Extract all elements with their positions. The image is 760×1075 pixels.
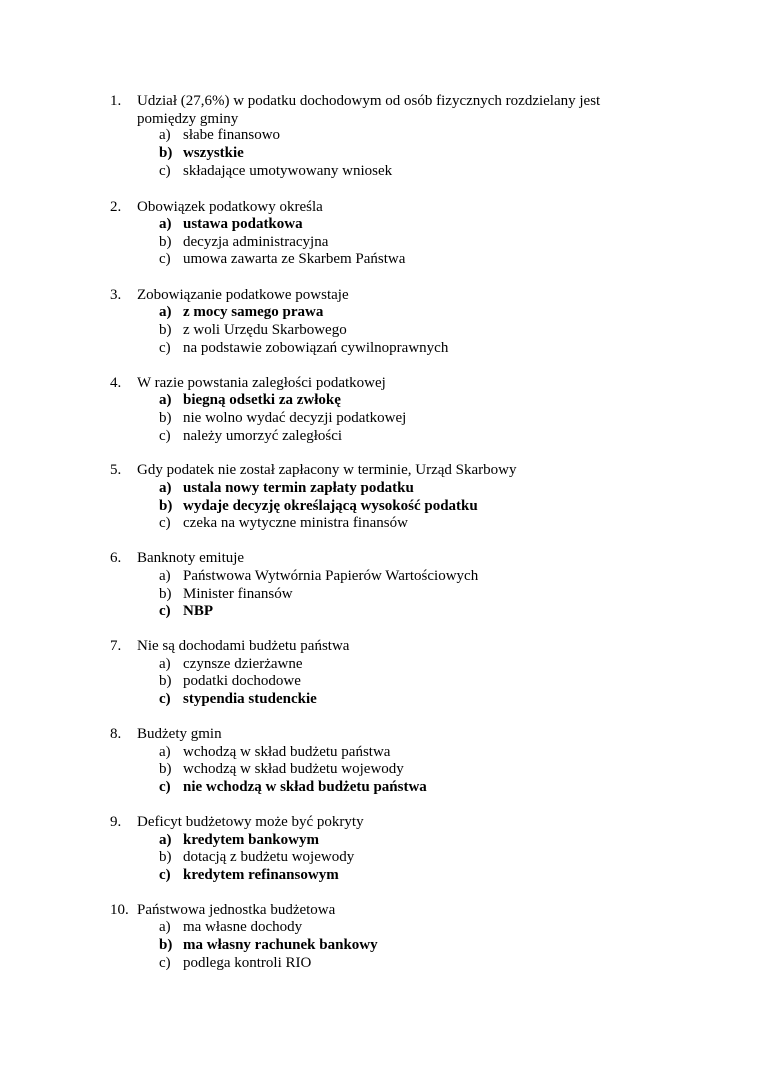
answer-letter: c) xyxy=(159,515,171,531)
answer-text: wszystkie xyxy=(183,145,244,161)
answer-letter: b) xyxy=(159,410,172,426)
answer-letter: c) xyxy=(159,955,171,971)
question-text: Państwowa jednostka budżetowa xyxy=(137,902,336,918)
answer-text: NBP xyxy=(183,603,213,619)
answer-letter: a) xyxy=(159,304,172,320)
answer-letter: b) xyxy=(159,937,173,953)
answer-letter: c) xyxy=(159,251,171,267)
question-text: Budżety gmin xyxy=(137,726,222,742)
answer-letter: c) xyxy=(159,867,171,883)
answer-letter: b) xyxy=(159,498,173,514)
answer-text: słabe finansowo xyxy=(183,127,281,143)
answer-text: czynsze dzierżawne xyxy=(183,656,303,672)
answer-text: składające umotywowany wniosek xyxy=(183,163,393,179)
question-number: 2. xyxy=(110,199,122,215)
answer-text: Państwowa Wytwórnia Papierów Wartościowych xyxy=(183,568,479,584)
answer-text: biegną odsetki za zwłokę xyxy=(183,392,341,408)
answer-letter: b) xyxy=(159,849,172,865)
question-number: 1. xyxy=(110,93,122,109)
answer-letter: a) xyxy=(159,216,172,232)
answer-text: kredytem bankowym xyxy=(183,832,319,848)
answer-text: stypendia studenckie xyxy=(183,691,317,707)
answer-letter: a) xyxy=(159,127,171,143)
answer-letter: c) xyxy=(159,340,171,356)
question-number: 3. xyxy=(110,287,122,303)
answer-text: nie wolno wydać decyzji podatkowej xyxy=(183,410,407,426)
answer-text: wchodzą w skład budżetu państwa xyxy=(183,744,391,760)
answer-letter: b) xyxy=(159,145,173,161)
answer-text: nie wchodzą w skład budżetu państwa xyxy=(183,779,427,795)
question-text: Nie są dochodami budżetu państwa xyxy=(137,638,350,654)
answer-letter: b) xyxy=(159,761,172,777)
question-text: W razie powstania zaległości podatkowej xyxy=(137,375,386,391)
answer-letter: c) xyxy=(159,691,171,707)
answer-letter: c) xyxy=(159,779,171,795)
question-number: 9. xyxy=(110,814,122,830)
question-text: Udział (27,6%) w podatku dochodowym od osób fizycznych rozdzielany jest pomiędzy gminy xyxy=(137,93,601,127)
answer-text: ustala nowy termin zapłaty podatku xyxy=(183,480,414,496)
answer-letter: a) xyxy=(159,919,171,935)
answer-text: dotacją z budżetu wojewody xyxy=(183,849,355,865)
answer-letter: b) xyxy=(159,234,172,250)
answer-letter: a) xyxy=(159,656,171,672)
answer-text: ma własne dochody xyxy=(183,919,303,935)
answer-letter: a) xyxy=(159,480,172,496)
answer-text: decyzja administracyjna xyxy=(183,234,329,250)
answer-letter: c) xyxy=(159,163,171,179)
question-text: Zobowiązanie podatkowe powstaje xyxy=(137,287,349,303)
answer-text: Minister finansów xyxy=(183,586,293,602)
question-number: 7. xyxy=(110,638,122,654)
answer-text: z woli Urzędu Skarbowego xyxy=(183,322,347,338)
answer-text: czeka na wytyczne ministra finansów xyxy=(183,515,408,531)
answer-letter: b) xyxy=(159,322,172,338)
answer-text: podlega kontroli RIO xyxy=(183,955,312,971)
answer-letter: b) xyxy=(159,673,172,689)
answer-text: należy umorzyć zaległości xyxy=(183,428,343,444)
question-text: Deficyt budżetowy może być pokryty xyxy=(137,814,364,830)
answer-letter: a) xyxy=(159,392,172,408)
answer-letter: a) xyxy=(159,744,171,760)
answer-letter: a) xyxy=(159,832,172,848)
question-number: 5. xyxy=(110,462,122,478)
answer-text: na podstawie zobowiązań cywilnoprawnych xyxy=(183,340,449,356)
answer-letter: b) xyxy=(159,586,172,602)
answer-letter: c) xyxy=(159,603,171,619)
answer-text: ma własny rachunek bankowy xyxy=(183,937,378,953)
answer-text: kredytem refinansowym xyxy=(183,867,339,883)
answer-text: wchodzą w skład budżetu wojewody xyxy=(183,761,404,777)
question-number: 6. xyxy=(110,550,122,566)
question-number: 10. xyxy=(110,902,129,918)
question-text: Banknoty emituje xyxy=(137,550,245,566)
question-text: Gdy podatek nie został zapłacony w terminie, Urząd Skarbowy xyxy=(137,462,517,478)
answer-text: podatki dochodowe xyxy=(183,673,301,689)
question-text: Obowiązek podatkowy określa xyxy=(137,199,323,215)
question-number: 8. xyxy=(110,726,122,742)
question-number: 4. xyxy=(110,375,122,391)
answer-text: ustawa podatkowa xyxy=(183,216,303,232)
answer-text: wydaje decyzję określającą wysokość podatku xyxy=(183,498,478,514)
answer-text: z mocy samego prawa xyxy=(183,304,324,320)
answer-letter: c) xyxy=(159,428,171,444)
answer-text: umowa zawarta ze Skarbem Państwa xyxy=(183,251,406,267)
answer-letter: a) xyxy=(159,568,171,584)
